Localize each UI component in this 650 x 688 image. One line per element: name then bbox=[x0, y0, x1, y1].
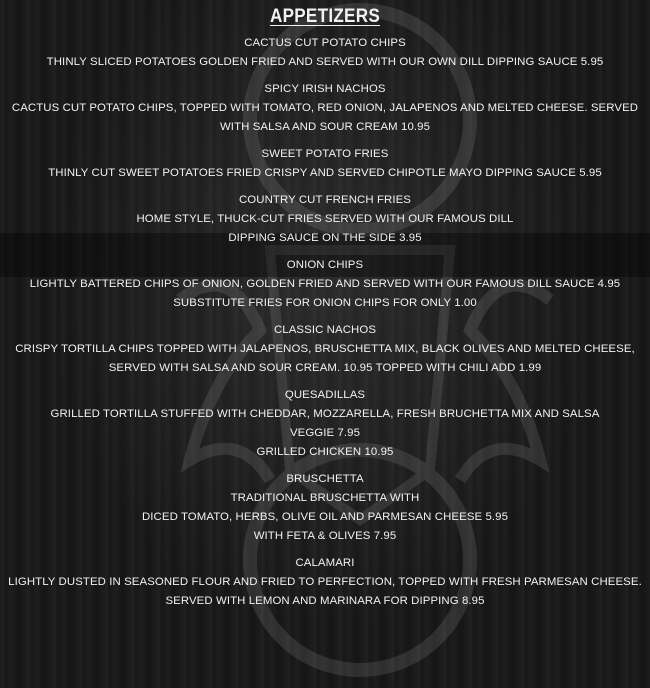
menu-item-description: THINLY CUT SWEET POTATOES FRIED CRISPY AND SERVED CHIPOTLE MAYO DIPPING SAUCE 5.95 bbox=[48, 167, 602, 179]
menu-item-description: SUBSTITUTE FRIES FOR ONION CHIPS FOR ONLY 1.00 bbox=[173, 297, 477, 309]
menu-item bbox=[0, 34, 650, 72]
menu-item bbox=[0, 554, 650, 611]
menu-item-name: SWEET POTATO FRIES bbox=[261, 148, 389, 160]
menu-item-description: SERVED WITH LEMON AND MARINARA FOR DIPPING 8.95 bbox=[165, 595, 485, 607]
menu-item-description: CRISPY TORTILLA CHIPS TOPPED WITH JALAPENOS, BRUSCHETTA MIX, BLACK OLIVES AND MELTED CHEESE, bbox=[15, 343, 635, 355]
menu-item-description: GRILLED TORTILLA STUFFED WITH CHEDDAR, MOZZARELLA, FRESH BRUCHETTA MIX AND SALSA bbox=[50, 408, 600, 420]
menu-item bbox=[0, 321, 650, 378]
menu-item-description: HOME STYLE, THUCK-CUT FRIES SERVED WITH OUR FAMOUS DILL bbox=[136, 213, 514, 225]
menu-item-description: GRILLED CHICKEN 10.95 bbox=[256, 446, 394, 458]
menu-item-description: LIGHTLY BATTERED CHIPS OF ONION, GOLDEN FRIED AND SERVED WITH OUR FAMOUS DILL SAUCE 4.95 bbox=[29, 278, 621, 290]
menu-item bbox=[0, 80, 650, 137]
menu-item-description: SERVED WITH SALSA AND SOUR CREAM. 10.95 TOPPED WITH CHILI ADD 1.99 bbox=[108, 362, 542, 374]
menu-item-name: BRUSCHETTA bbox=[286, 473, 364, 485]
menu-item bbox=[0, 145, 650, 183]
menu-items-list bbox=[0, 34, 650, 611]
menu-item-description: LIGHTLY DUSTED IN SEASONED FLOUR AND FRIED TO PERFECTION, TOPPED WITH FRESH PARMESAN CHEESE. bbox=[8, 576, 642, 588]
menu-item bbox=[0, 191, 650, 248]
menu-item-description: VEGGIE 7.95 bbox=[289, 427, 361, 439]
menu-item-description: WITH FETA & OLIVES 7.95 bbox=[253, 530, 397, 542]
menu-item-name: COUNTRY CUT FRENCH FRIES bbox=[238, 194, 411, 206]
menu-item-description: CACTUS CUT POTATO CHIPS, TOPPED WITH TOMATO, RED ONION, JALAPENOS AND MELTED CHEESE. SERVED bbox=[11, 102, 639, 114]
menu-item-name: SPICY IRISH NACHOS bbox=[264, 83, 386, 95]
menu-item-description: WITH SALSA AND SOUR CREAM 10.95 bbox=[219, 121, 431, 133]
menu-item-name: CALAMARI bbox=[295, 557, 355, 569]
menu-item-description: TRADITIONAL BRUSCHETTA WITH bbox=[230, 492, 420, 504]
menu-item bbox=[0, 470, 650, 546]
menu-item-description: DIPPING SAUCE ON THE SIDE 3.95 bbox=[228, 232, 422, 244]
menu-item bbox=[0, 386, 650, 462]
menu-item-description: THINLY SLICED POTATOES GOLDEN FRIED AND SERVED WITH OUR OWN DILL DIPPING SAUCE 5.95 bbox=[46, 56, 604, 68]
menu-item-description: DICED TOMATO, HERBS, OLIVE OIL AND PARMESAN CHEESE 5.95 bbox=[141, 511, 509, 523]
menu-item-name: CACTUS CUT POTATO CHIPS bbox=[244, 37, 406, 49]
menu-item-name: ONION CHIPS bbox=[286, 259, 364, 271]
menu-item bbox=[0, 256, 650, 313]
menu-item-name: QUESADILLAS bbox=[284, 389, 366, 401]
menu-item-name: CLASSIC NACHOS bbox=[273, 324, 377, 336]
section-title: APPETIZERS bbox=[269, 6, 381, 27]
